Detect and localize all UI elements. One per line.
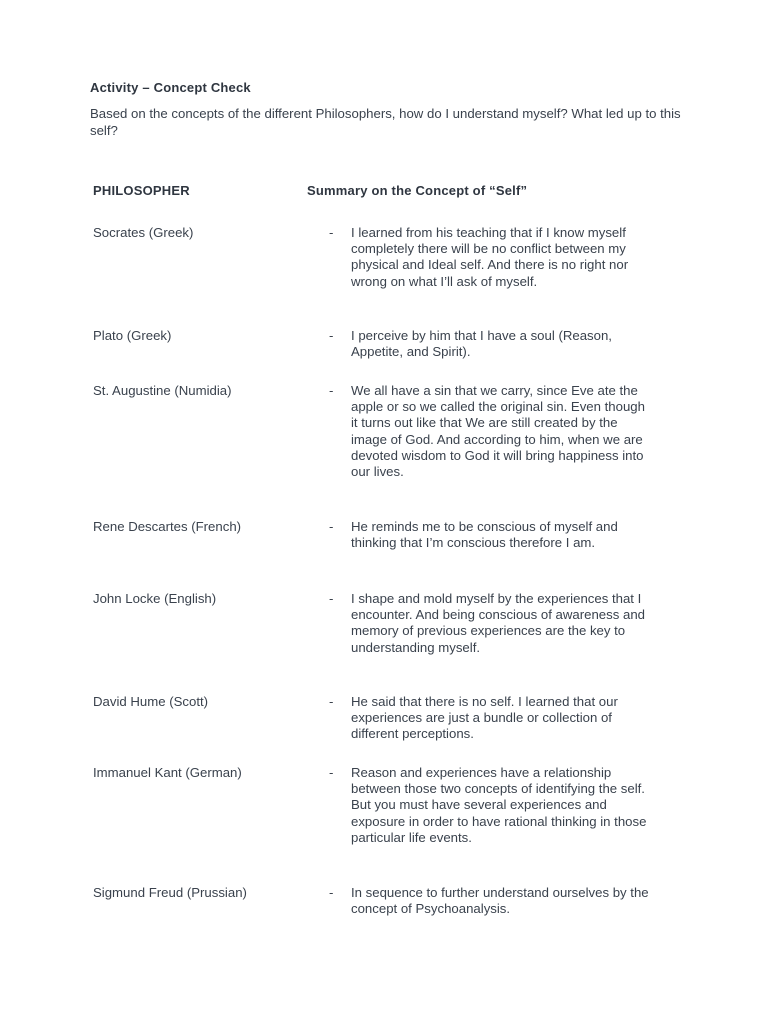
summary-text: I learned from his teaching that if I know myself completely there will be no conflict between my physical and Ideal self. And there is no right nor wrong on what I’ll ask of myself.	[351, 225, 629, 289]
header-philosopher: PHILOSOPHER	[93, 183, 190, 198]
summary-text: Reason and experiences have a relationship between those two concepts of identifying the self. But you must have several experiences and exposure in order to have rational thinking in those particular life events.	[351, 765, 647, 845]
philosopher-name: Plato (Greek)	[93, 328, 172, 343]
philosopher-name: Rene Descartes (French)	[93, 519, 242, 534]
summary-text: He reminds me to be conscious of myself and thinking that I’m conscious therefore I am.	[351, 519, 618, 551]
summary-text: In sequence to further understand ourselves by the concept of Psychoanalysis.	[351, 885, 649, 917]
philosopher-table	[93, 183, 653, 917]
philosopher-name: John Locke (English)	[93, 591, 217, 606]
summary-text: He said that there is no self. I learned that our experiences are just a bundle or collection of different perceptions.	[351, 694, 618, 742]
dash-bullet: -	[329, 765, 334, 780]
table-header	[93, 183, 653, 223]
philosopher-name: St. Augustine (Numidia)	[93, 383, 232, 398]
dash-bullet: -	[329, 885, 334, 900]
summary-text: We all have a sin that we carry, since Eve ate the apple or so we called the original sin. Even though it turns out like that We are still created by the image of God. And according to him, when we are devoted wisdom to God it will bring happiness into our lives.	[351, 383, 645, 480]
dash-bullet: -	[329, 519, 334, 534]
philosopher-name: David Hume (Scott)	[93, 694, 209, 709]
philosopher-name: Sigmund Freud (Prussian)	[93, 885, 247, 900]
header-summary: Summary on the Concept of “Self”	[307, 183, 528, 198]
dash-bullet: -	[329, 591, 334, 606]
dash-bullet: -	[329, 383, 334, 398]
dash-bullet: -	[329, 328, 334, 343]
activity-title: Activity – Concept Check	[90, 80, 251, 95]
dash-bullet: -	[329, 225, 334, 240]
summary-text: I shape and mold myself by the experiences that I encounter. And being conscious of awareness and memory of previous experiences are the key to understanding myself.	[351, 591, 645, 655]
question-text: Based on the concepts of the different Philosophers, how do I understand myself? What led up to this self?	[90, 106, 681, 138]
dash-bullet: -	[329, 694, 334, 709]
philosopher-name: Immanuel Kant (German)	[93, 765, 242, 780]
summary-text: I perceive by him that I have a soul (Reason, Appetite, and Spirit).	[351, 328, 612, 360]
philosopher-name: Socrates (Greek)	[93, 225, 194, 240]
